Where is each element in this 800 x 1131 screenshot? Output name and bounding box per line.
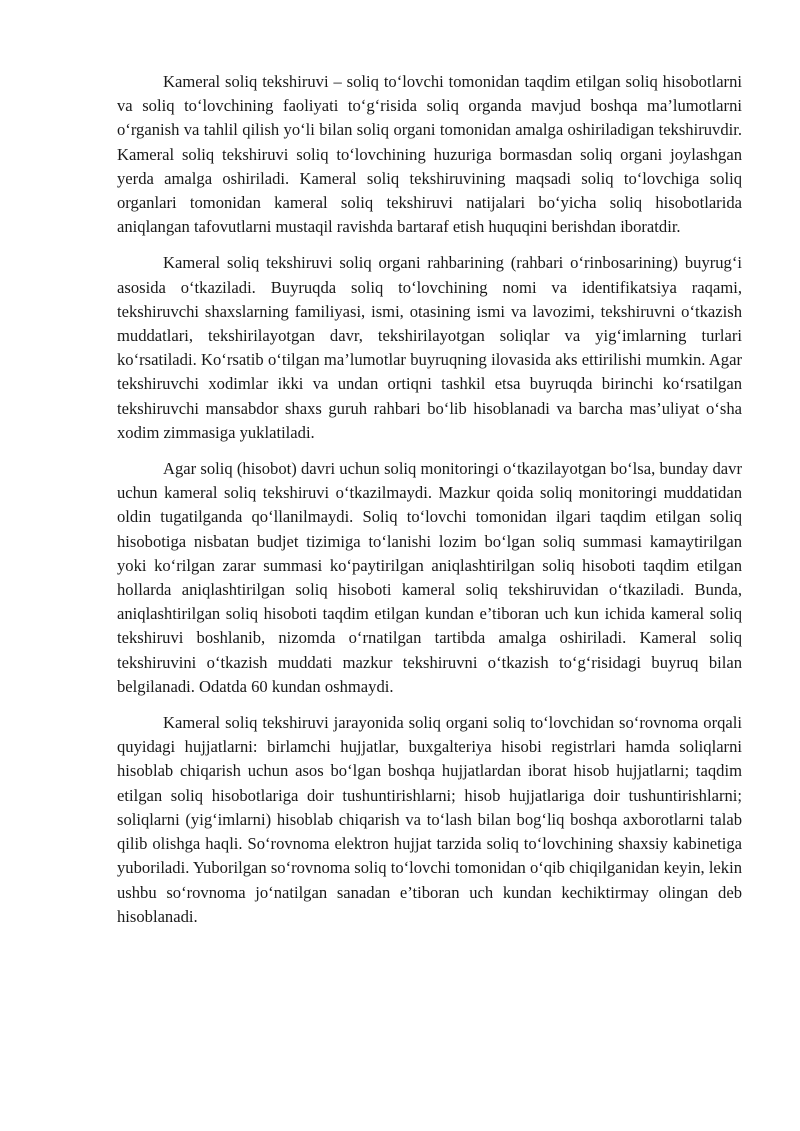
paragraph-2: Kameral soliq tekshiruvi soliq organi rahbarining (rahbari o‘rinbosarining) buyrug‘i asosida o‘tkaziladi. Buyruqda soliq to‘lovchining nomi va identifikatsiya raqami, tekshiruvchi shaxslarning familiyasi, ismi, otasining ismi va lavozimi, tekshiruvni o‘tkazish muddatlari, tekshirilayotgan davr, tekshirilayotgan soliqlar va yig‘imlarning turlari ko‘rsatiladi. Ko‘rsatib o‘tilgan ma’lumotlar buyruqning ilovasida aks ettirilishi mumkin. Agar tekshiruvchi xodimlar ikki va undan ortiqni tashkil etsa buyruqda birinchi ko‘rsatilgan tekshiruvchi mansabdor shaxs guruh rahbari bo‘lib hisoblanadi va barcha mas’uliyat o‘sha xodim zimmasiga yuklatiladi. bbox=[117, 253, 742, 442]
paragraph-3: Agar soliq (hisobot) davri uchun soliq monitoringi o‘tkazilayotgan bo‘lsa, bunday davr uchun kameral soliq tekshiruvi o‘tkazilmaydi. Mazkur qoida soliq monitoringi muddatidan oldin tugatilganda qo‘llanilmaydi. Soliq to‘lovchi tomonidan ilgari taqdim etilgan soliq hisobotiga nisbatan budjet tizimiga to‘lanishi lozim bo‘lgan soliq summasi kamaytirilgan yoki ko‘rilgan zarar summasi ko‘paytirilgan aniqlashtirilgan soliq hisoboti taqdim etilgan hollarda aniqlashtirilgan soliq hisoboti kameral soliq tekshiruvidan o‘tkaziladi. Bunda, aniqlashtirilgan soliq hisoboti taqdim etilgan kundan e’tiboran uch kun ichida kameral soliq tekshiruvi boshlanib, nizomda o‘rnatilgan tartibda amalga oshiriladi. Kameral soliq tekshiruvini o‘tkazish muddati mazkur tekshiruvni o‘tkazish to‘g‘risidagi buyruq bilan belgilanadi. Odatda 60 kundan oshmaydi. bbox=[117, 459, 742, 696]
paragraph-1: Kameral soliq tekshiruvi – soliq to‘lovchi tomonidan taqdim etilgan soliq hisobotlarni va soliq to‘lovchining faoliyati to‘g‘risida soliq organda mavjud boshqa ma’lumotlarni o‘rganish va tahlil qilish yo‘li bilan soliq organi tomonidan amalga oshiriladigan tekshiruvdir. Kameral soliq tekshiruvi soliq to‘lovchining huzuriga bormasdan soliq organi joylashgan yerda amalga oshiriladi. Kameral soliq tekshiruvining maqsadi soliq to‘lovchiga soliq organlari tomonidan kameral soliq tekshiruvi natijalari bo‘yicha soliq hisobotlarida aniqlangan tafovutlarni mustaqil ravishda bartaraf etish huquqini berishdan iboratdir. bbox=[117, 72, 742, 237]
document-page bbox=[117, 70, 742, 929]
paragraph-4: Kameral soliq tekshiruvi jarayonida soliq organi soliq to‘lovchidan so‘rovnoma orqali quyidagi hujjatlarni: birlamchi hujjatlar, buxgalteriya hisobi registrlari hamda soliqlarni hisoblab chiqarish uchun asos bo‘lgan boshqa hujjatlardan iborat hisob hujjatlarni; taqdim etilgan soliq hisobotlariga doir tushuntirishlarni; hisob hujjatlariga doir tushuntirishlarni; soliqlarni (yig‘imlarni) hisoblab chiqarish va to‘lash bilan bog‘liq boshqa axborotlarni talab qilib olishga haqli. So‘rovnoma elektron hujjat tarzida soliq to‘lovchining shaxsiy kabinetiga yuboriladi. Yuborilgan so‘rovnoma soliq to‘lovchi tomonidan o‘qib chiqilganidan keyin, lekin ushbu so‘rovnoma jo‘natilgan sanadan e’tiboran uch kundan kechiktirmay olingan deb hisoblanadi. bbox=[117, 713, 742, 926]
